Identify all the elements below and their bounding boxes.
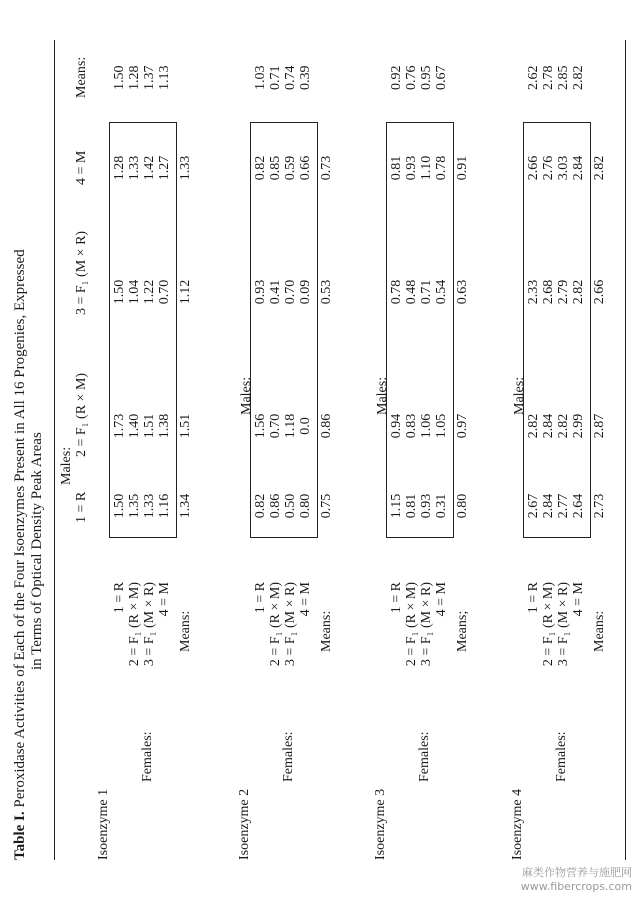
isoenzyme-label: Isoenzyme 2 — [237, 788, 252, 860]
females-label: Females: — [281, 731, 296, 782]
value-cell: 3.03 — [556, 155, 571, 181]
value-cell: 1.04 — [127, 279, 142, 305]
column-mean: 0.97 — [455, 413, 470, 439]
value-cell: 0.93 — [253, 279, 268, 305]
row-mean: 1.28 — [127, 65, 142, 90]
female-row-label: 2 = F₁ (R × M) — [127, 582, 142, 667]
value-cell: 0.78 — [389, 279, 404, 305]
isoenzyme-label: Isoenzyme 1 — [96, 788, 111, 860]
column-means-label: Means; — [455, 610, 470, 652]
female-row-label: 1 = R — [526, 582, 541, 614]
column-header-3: 3 = F₁ (M × R) — [74, 230, 89, 315]
value-cell: 2.64 — [571, 493, 586, 519]
value-cell: 0.41 — [268, 279, 283, 305]
value-cell: 0.93 — [404, 155, 419, 181]
value-cell: 1.16 — [157, 493, 172, 519]
value-cell: 1.40 — [127, 413, 142, 439]
female-row-label: 1 = R — [389, 582, 404, 614]
value-cell: 1.33 — [142, 493, 157, 519]
row-mean: 0.71 — [268, 65, 283, 90]
column-mean: 2.73 — [592, 493, 607, 519]
isoenzyme-label: Isoenzyme 4 — [510, 788, 525, 860]
value-cell: 1.22 — [142, 279, 157, 305]
value-cell: 2.84 — [541, 413, 556, 439]
value-cell: 2.77 — [556, 493, 571, 519]
rotated-table — [10, 40, 630, 860]
value-cell: 0.83 — [404, 413, 419, 439]
female-row-label: 4 = M — [571, 582, 586, 617]
value-cell: 0.86 — [268, 493, 283, 519]
value-cell: 0.50 — [283, 493, 298, 519]
row-mean: 0.74 — [283, 65, 298, 90]
value-cell: 0.48 — [404, 279, 419, 305]
females-label: Females: — [554, 731, 569, 782]
row-mean: 0.95 — [419, 65, 434, 90]
value-cell: 0.80 — [298, 493, 313, 519]
value-cell: 2.99 — [571, 413, 586, 439]
value-cell: 0.81 — [389, 155, 404, 181]
section-males-label: Males: — [512, 376, 527, 415]
column-mean: 1.34 — [178, 493, 193, 519]
table-title — [12, 249, 29, 860]
value-cell: 0.70 — [283, 279, 298, 305]
row-mean: 1.37 — [142, 65, 157, 90]
row-mean: 2.85 — [556, 65, 571, 90]
female-row-label: 1 = R — [253, 582, 268, 614]
column-mean: 0.75 — [319, 493, 334, 519]
value-cell: 1.42 — [142, 155, 157, 181]
value-cell: 2.76 — [541, 155, 556, 181]
value-cell: 0.94 — [389, 413, 404, 439]
row-mean: 2.82 — [571, 65, 586, 90]
value-cell: 1.33 — [127, 155, 142, 181]
value-cell: 0.0 — [298, 417, 313, 435]
column-mean: 0.91 — [455, 155, 470, 181]
row-mean: 0.39 — [298, 65, 313, 90]
value-cell: 0.93 — [419, 493, 434, 519]
female-row-label: 2 = F₁ (R × M) — [404, 582, 419, 667]
column-header-2: 2 = F₁ (R × M) — [74, 372, 89, 457]
value-cell: 0.59 — [283, 155, 298, 181]
bottom-rule — [625, 40, 626, 860]
value-cell: 2.68 — [541, 279, 556, 305]
value-cell: 1.15 — [389, 493, 404, 519]
value-cell: 1.06 — [419, 413, 434, 439]
table-title-label: Table I. — [12, 811, 28, 860]
value-cell: 2.84 — [571, 155, 586, 181]
column-means-label: Means: — [319, 610, 334, 652]
value-cell: 1.50 — [112, 279, 127, 305]
table-title-line2: in Terms of Optical Density Peak Areas — [29, 432, 45, 670]
value-cell: 0.66 — [298, 155, 313, 181]
value-cell: 2.66 — [526, 155, 541, 181]
value-cell: 1.18 — [283, 413, 298, 439]
value-cell: 2.82 — [526, 413, 541, 439]
row-mean: 2.78 — [541, 65, 556, 90]
column-mean: 2.66 — [592, 279, 607, 305]
female-row-label: 4 = M — [298, 582, 313, 617]
value-cell: 0.81 — [404, 493, 419, 519]
column-mean: 0.73 — [319, 155, 334, 181]
column-mean: 1.12 — [178, 279, 193, 305]
column-mean: 0.80 — [455, 493, 470, 519]
section-males-label: Males: — [375, 376, 390, 415]
top-rule — [54, 40, 55, 860]
female-row-label: 3 = F₁ (M × R) — [283, 582, 298, 667]
value-cell: 1.73 — [112, 413, 127, 439]
watermark-line2: www.fibercrops.com — [520, 880, 632, 893]
column-mean: 2.87 — [592, 413, 607, 439]
value-cell: 2.82 — [556, 413, 571, 439]
row-mean: 0.76 — [404, 65, 419, 90]
value-cell: 1.05 — [434, 413, 449, 439]
column-mean: 1.51 — [178, 413, 193, 439]
value-cell: 1.27 — [157, 155, 172, 181]
females-label: Females: — [140, 731, 155, 782]
value-cell: 0.78 — [434, 155, 449, 181]
column-mean: 0.63 — [455, 279, 470, 305]
column-mean: 0.53 — [319, 279, 334, 305]
female-row-label: 3 = F₁ (M × R) — [556, 582, 571, 667]
value-cell: 0.71 — [419, 279, 434, 305]
row-means-header: Means: — [74, 56, 89, 98]
section-males-label: Males: — [239, 376, 254, 415]
value-cell: 0.09 — [298, 279, 313, 305]
female-row-label: 1 = R — [112, 582, 127, 614]
value-cell: 0.70 — [268, 413, 283, 439]
female-row-label: 2 = F₁ (R × M) — [268, 582, 283, 667]
female-row-label: 3 = F₁ (M × R) — [142, 582, 157, 667]
column-means-label: Means: — [178, 610, 193, 652]
row-mean: 0.67 — [434, 65, 449, 90]
value-cell: 1.38 — [157, 413, 172, 439]
value-cell: 0.85 — [268, 155, 283, 181]
column-mean: 1.33 — [178, 155, 193, 181]
value-cell: 1.56 — [253, 413, 268, 439]
table-title-line1: Peroxidase Activities of Each of the Four Isoenzymes Present in All 16 Progenies, Expressed — [12, 249, 28, 808]
value-cell: 1.28 — [112, 155, 127, 181]
males-header: Males: — [59, 446, 74, 485]
column-mean: 2.82 — [592, 155, 607, 181]
watermark — [521, 866, 632, 894]
value-cell: 2.84 — [541, 493, 556, 519]
value-cell: 1.10 — [419, 155, 434, 181]
isoenzyme-label: Isoenzyme 3 — [373, 788, 388, 860]
value-cell: 0.31 — [434, 493, 449, 519]
value-cell: 2.67 — [526, 493, 541, 519]
female-row-label: 4 = M — [434, 582, 449, 617]
column-means-label: Means: — [592, 610, 607, 652]
column-header-1: 1 = R — [74, 491, 89, 523]
female-row-label: 3 = F₁ (M × R) — [419, 582, 434, 667]
value-cell: 2.79 — [556, 279, 571, 305]
value-cell: 2.33 — [526, 279, 541, 305]
value-cell: 1.35 — [127, 493, 142, 519]
value-cell: 0.82 — [253, 155, 268, 181]
column-header-4: 4 = M — [74, 150, 89, 185]
females-label: Females: — [417, 731, 432, 782]
female-row-label: 2 = F₁ (R × M) — [541, 582, 556, 667]
female-row-label: 4 = M — [157, 582, 172, 617]
value-cell: 0.70 — [157, 279, 172, 305]
row-mean: 1.03 — [253, 65, 268, 90]
row-mean: 2.62 — [526, 65, 541, 90]
watermark-line1: 麻类作物营养与施肥网 — [522, 866, 632, 879]
row-mean: 1.13 — [157, 65, 172, 90]
value-cell: 2.82 — [571, 279, 586, 305]
value-cell: 1.51 — [142, 413, 157, 439]
row-mean: 1.50 — [112, 65, 127, 90]
row-mean: 0.92 — [389, 65, 404, 90]
value-cell: 1.50 — [112, 493, 127, 519]
column-mean: 0.86 — [319, 413, 334, 439]
value-cell: 0.82 — [253, 493, 268, 519]
value-cell: 0.54 — [434, 279, 449, 305]
